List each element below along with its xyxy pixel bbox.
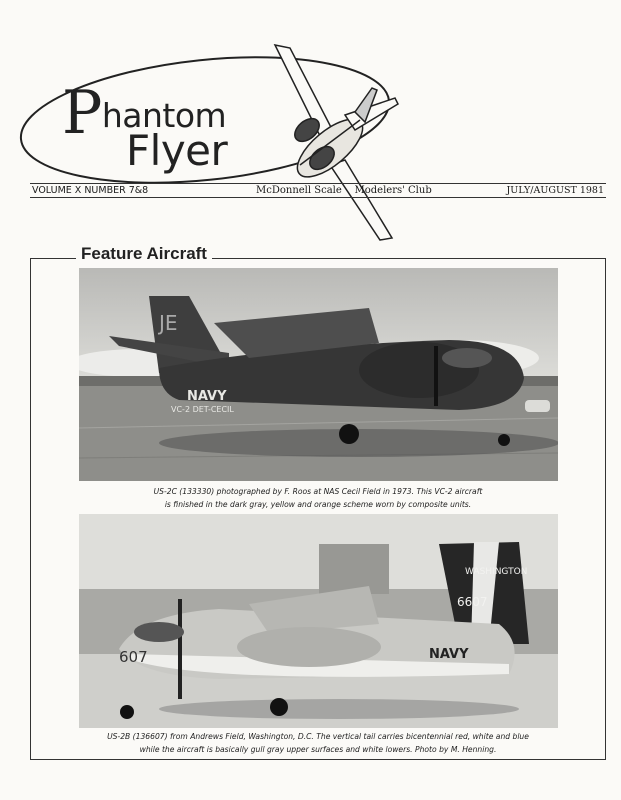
caption-line: while the aircraft is basically gull gray upper surfaces and white lowers. Photo by M. Henning. — [139, 745, 497, 754]
photo1-caption — [38, 485, 598, 511]
unit-marking: VC-2 DET-CECIL — [171, 405, 234, 414]
gray-white-us2b-aircraft-photo — [79, 514, 558, 728]
tail-washington: WASHINGTON — [465, 567, 528, 577]
feature-title: Feature Aircraft — [76, 244, 212, 264]
issue-date: JULY/AUGUST 1981 — [506, 185, 604, 196]
volume-number: VOLUME X NUMBER 7&8 — [32, 185, 149, 196]
navy-marking: NAVY — [429, 647, 469, 662]
title-initial: P — [62, 78, 102, 148]
issue-info-bar — [30, 183, 606, 198]
dark-gray-us2c-aircraft-photo — [79, 268, 558, 481]
club-name: McDonnell Scale Modelers' Club — [256, 185, 432, 196]
navy-marking: NAVY — [187, 389, 227, 404]
caption-line: US-2C (133330) photographed by F. Roos at NAS Cecil Field in 1973. This VC-2 aircraft — [153, 487, 483, 496]
jet-fighter-icon — [275, 45, 398, 240]
title-word-phantom: hantom — [101, 96, 227, 135]
masthead — [0, 0, 621, 250]
caption-line: US-2B (136607) from Andrews Field, Washington, D.C. The vertical tail carries bicentennial red, white and blue — [107, 732, 529, 741]
tail-number: 6607 — [457, 595, 488, 609]
caption-line: is finished in the dark gray, yellow and orange scheme worn by composite units. — [164, 500, 472, 509]
tail-code: JE — [159, 311, 178, 335]
nose-number: 607 — [119, 648, 148, 666]
masthead-title-line2: Flyer — [126, 126, 228, 175]
photo2-caption — [38, 730, 598, 756]
